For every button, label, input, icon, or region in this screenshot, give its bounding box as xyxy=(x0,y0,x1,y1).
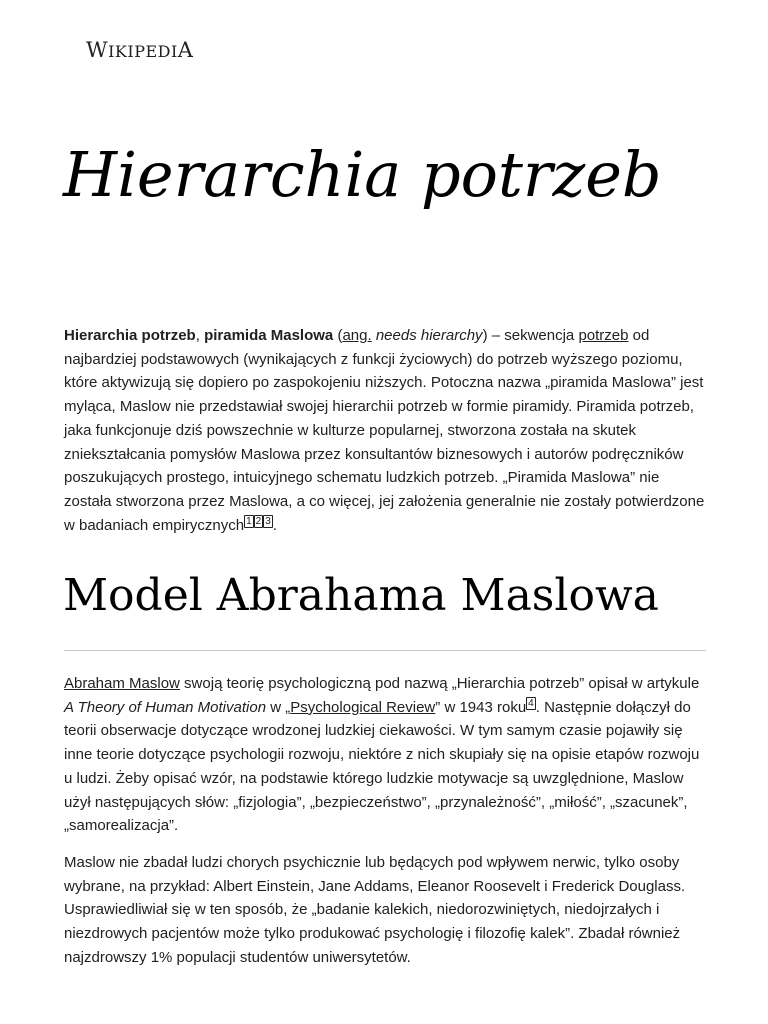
english-term: needs hierarchy xyxy=(375,327,483,344)
link-psychological-review[interactable]: Psychological Review xyxy=(290,698,436,716)
wikipedia-logo[interactable] xyxy=(86,38,193,62)
text-fragment: swoją teorię psychologiczną pod nazwą „Hierarchia potrzeb” opisał w artykule xyxy=(179,675,700,692)
intro-body-text: od najbardziej podstawowych (wynikających z funkcji życiowych) do potrzeb wyższego poziomu, które aktywizują się dopiero po zaspokojeniu niższych. Potoczna nazwa „piramida Maslowa” jest myląca, Maslow nie przedstawiał swojej hierarchii potrzeb w formie piramidy. Piramida potrzeb, jaka funkcjonuje dziś powszechnie w kulturze popularnej, stworzona została na skutek zniekształcania pomysłów Maslowa przez konsultantów biznesowych i autorów podręczników poszukujących prostego, intuicyjnego schematu ludzkich potrzeb. „Piramida Maslowa” nie została stworzona przez Maslowa, a co więcej, jej założenia generalnie nie zostały potwierdzone w badaniach empirycznych xyxy=(64,327,705,534)
text-fragment: . xyxy=(272,516,277,534)
reference-4[interactable]: 4 xyxy=(528,697,534,709)
article-title: A Theory of Human Motivation xyxy=(64,698,267,716)
logo-letter-last: A xyxy=(177,38,194,62)
term-piramida-maslowa: piramida Maslowa xyxy=(204,327,334,344)
text-fragment: ( xyxy=(333,327,343,344)
section-body xyxy=(64,672,709,969)
section-paragraph-1-text: . Następnie dołączył do teorii obserwacje dotyczące wrodzonej ludzkiej ciekawości. W tym samym czasie pojawiły się inne teorie dotyczące psychologii rozwoju, niektóre z nich skupiały się na opisie etapów rozwoju u ludzi. Żeby opisać wzór, na podstawie którego ludzkie motywacje są uwzględnione, Maslow użył następujących słów: „fizjologia”, „bezpieczeństwo”, „przynależność”, „miłość”, „szacunek”, „samorealizacja”. xyxy=(64,698,700,835)
link-potrzeb[interactable]: potrzeb xyxy=(578,327,629,344)
reference-2[interactable]: 2 xyxy=(255,515,262,527)
reference-group xyxy=(526,697,536,710)
text-fragment: w „ xyxy=(266,698,291,716)
link-abraham-maslow[interactable]: Abraham Maslow xyxy=(64,675,180,692)
reference-group xyxy=(244,515,273,528)
section-paragraph-1 xyxy=(64,672,709,838)
link-ang[interactable]: ang. xyxy=(342,327,372,344)
text-fragment: , xyxy=(195,327,205,344)
reference-3[interactable]: 3 xyxy=(265,515,271,527)
logo-letter-first: W xyxy=(86,38,109,62)
page-title: Hierarchia potrzeb xyxy=(63,138,662,211)
reference-1[interactable]: 1 xyxy=(246,515,252,527)
text-fragment: ” w 1943 roku xyxy=(435,698,527,716)
logo-letters-middle: IKIPEDI xyxy=(108,42,178,61)
section-divider xyxy=(64,650,706,651)
intro-section xyxy=(64,324,709,537)
text-fragment: ) – sekwencja xyxy=(482,327,579,344)
section-paragraph-2: Maslow nie zbadał ludzi chorych psychicznie lub będących pod wpływem nerwic, tylko osoby wybrane, na przykład: Albert Einstein, Jane Addams, Eleanor Roosevelt i Frederick Douglass. Usprawiedliwiał się w ten sposób, że „badanie kalekich, niedorozwiniętych, niedojrzałych i niezdrowych pacjentów może tylko produkować psychologię i filozofię kalek”. Zbadał również najzdrowszy 1% populacji studentów uniwersytetów. xyxy=(64,853,686,966)
section-heading-model: Model Abrahama Maslowa xyxy=(63,570,659,621)
intro-paragraph xyxy=(64,324,709,537)
term-hierarchia-potrzeb: Hierarchia potrzeb xyxy=(64,327,196,344)
